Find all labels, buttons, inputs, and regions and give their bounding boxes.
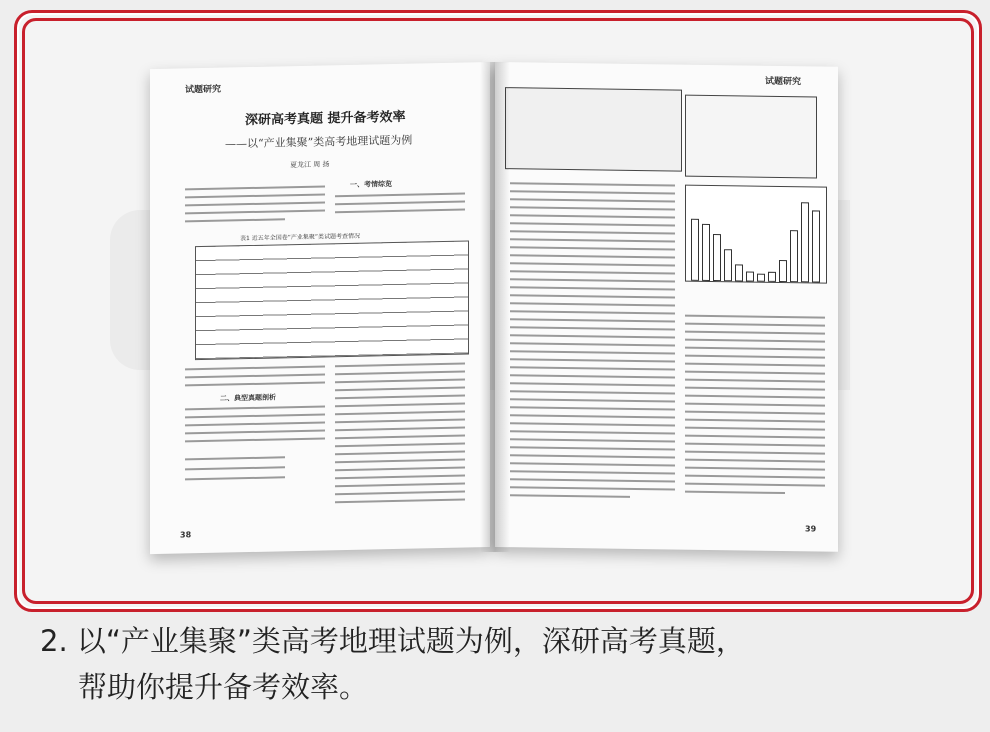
text-line [510, 310, 675, 314]
text-line [685, 435, 825, 439]
text-line [510, 238, 675, 242]
text-line [510, 358, 675, 362]
text-line [685, 363, 825, 367]
text-line [510, 326, 675, 330]
text-line [685, 451, 825, 455]
text-line [510, 374, 675, 378]
chart-bar [768, 272, 776, 282]
text-line [335, 499, 465, 504]
text-line [685, 443, 825, 447]
text-line [335, 475, 465, 480]
text-line [335, 467, 465, 472]
text-line [510, 398, 675, 402]
text-line [510, 230, 675, 234]
text-line [685, 395, 825, 399]
chart-bar [757, 274, 765, 282]
text-line [185, 381, 325, 386]
text-line [510, 486, 675, 490]
article-title: 深研高考真题 提升备考效率 [245, 109, 406, 129]
text-line [335, 411, 465, 416]
text-line [185, 201, 325, 206]
text-line [185, 429, 325, 434]
text-line [510, 422, 675, 426]
text-line [510, 438, 675, 442]
caption-text [40, 618, 960, 710]
text-line [335, 371, 465, 376]
text-line [510, 254, 675, 258]
text-line [685, 483, 825, 487]
section-heading: 一、考情综览 [350, 180, 392, 189]
text-line [685, 355, 825, 359]
section-heading: 二、典型真题剖析 [220, 393, 276, 403]
text-line [185, 185, 325, 190]
text-line [335, 491, 465, 496]
chart-bar [746, 272, 754, 282]
text-line [185, 373, 325, 378]
text-line [185, 413, 325, 418]
chart-bar [691, 219, 699, 281]
text-line [685, 411, 825, 415]
text-line [510, 462, 675, 466]
text-line [335, 427, 465, 432]
right-page-number: 39 [805, 524, 817, 534]
text-line [335, 483, 465, 488]
text-line [510, 478, 675, 482]
text-line [510, 494, 630, 498]
text-line [510, 182, 675, 186]
text-line [685, 315, 825, 319]
text-line [510, 270, 675, 274]
text-line [510, 366, 675, 370]
text-line [510, 446, 675, 450]
text-line [335, 209, 465, 214]
text-line [335, 193, 465, 198]
text-line [510, 206, 675, 210]
text-line [510, 246, 675, 250]
text-line [510, 406, 675, 410]
text-line [510, 278, 675, 282]
text-line [510, 470, 675, 474]
text-line [685, 403, 825, 407]
text-line [510, 318, 675, 322]
map-figure [505, 87, 682, 171]
text-line [335, 403, 465, 408]
text-line [185, 209, 325, 214]
text-line [185, 466, 285, 470]
text-line [335, 443, 465, 448]
text-line [685, 491, 785, 494]
text-line [510, 334, 675, 338]
text-line [510, 382, 675, 386]
text-line [685, 419, 825, 423]
chart-bar [801, 202, 809, 282]
chart-bar [724, 249, 732, 281]
text-line [510, 294, 675, 298]
right-page-header: 试题研究 [765, 76, 802, 88]
text-line [685, 475, 825, 479]
article-subtitle: ——以“产业集聚”类高考地理试题为例 [225, 133, 413, 151]
text-line [335, 363, 465, 368]
text-line [335, 451, 465, 456]
right-page [495, 62, 838, 552]
text-line [185, 437, 325, 442]
text-line [510, 342, 675, 346]
chart-bar [735, 264, 743, 281]
text-line [510, 286, 675, 290]
text-line [510, 190, 675, 194]
text-line [685, 467, 825, 471]
text-line [335, 201, 465, 206]
text-line [510, 414, 675, 418]
open-magazine-photo [150, 62, 838, 547]
text-line [185, 476, 285, 480]
text-line [685, 379, 825, 383]
text-line [685, 387, 825, 391]
climate-chart [685, 185, 827, 284]
text-line [685, 323, 825, 327]
text-line [685, 459, 825, 463]
text-line [335, 379, 465, 384]
text-line [185, 405, 325, 410]
left-page-header: 试题研究 [185, 84, 222, 96]
text-line [685, 347, 825, 351]
text-line [510, 390, 675, 394]
chart-bar [713, 234, 721, 281]
text-line [685, 427, 825, 431]
chart-bar [702, 224, 710, 281]
chart-bar [779, 260, 787, 282]
caption-line-2: 帮助你提升备考效率。 [78, 670, 369, 704]
text-line [510, 430, 675, 434]
text-line [335, 459, 465, 464]
table-title: 表1 近五年全国卷“产业集聚”类试题考查情况 [240, 232, 360, 243]
text-line [185, 193, 325, 198]
text-line [510, 214, 675, 218]
text-line [510, 302, 675, 306]
text-line [185, 456, 285, 460]
text-line [335, 395, 465, 400]
chart-bar [812, 210, 820, 282]
text-line [335, 435, 465, 440]
exam-table [195, 240, 469, 360]
map-figure [685, 95, 817, 179]
text-line [685, 339, 825, 343]
text-line [685, 371, 825, 375]
caption-line-1: 2. 以“产业集聚”类高考地理试题为例，深研高考真题， [40, 624, 745, 658]
text-line [510, 262, 675, 266]
article-authors: 夏龙江 周 扬 [290, 160, 330, 170]
text-line [335, 419, 465, 424]
text-line [185, 365, 325, 370]
text-line [685, 331, 825, 335]
text-line [510, 222, 675, 226]
text-line [510, 454, 675, 458]
left-page [150, 62, 490, 554]
text-line [510, 198, 675, 202]
text-line [510, 350, 675, 354]
text-line [185, 421, 325, 426]
book-spine-shadow [480, 62, 510, 552]
left-page-number: 38 [180, 530, 192, 540]
chart-bar [790, 230, 798, 282]
text-line [335, 387, 465, 392]
text-line [185, 218, 285, 222]
